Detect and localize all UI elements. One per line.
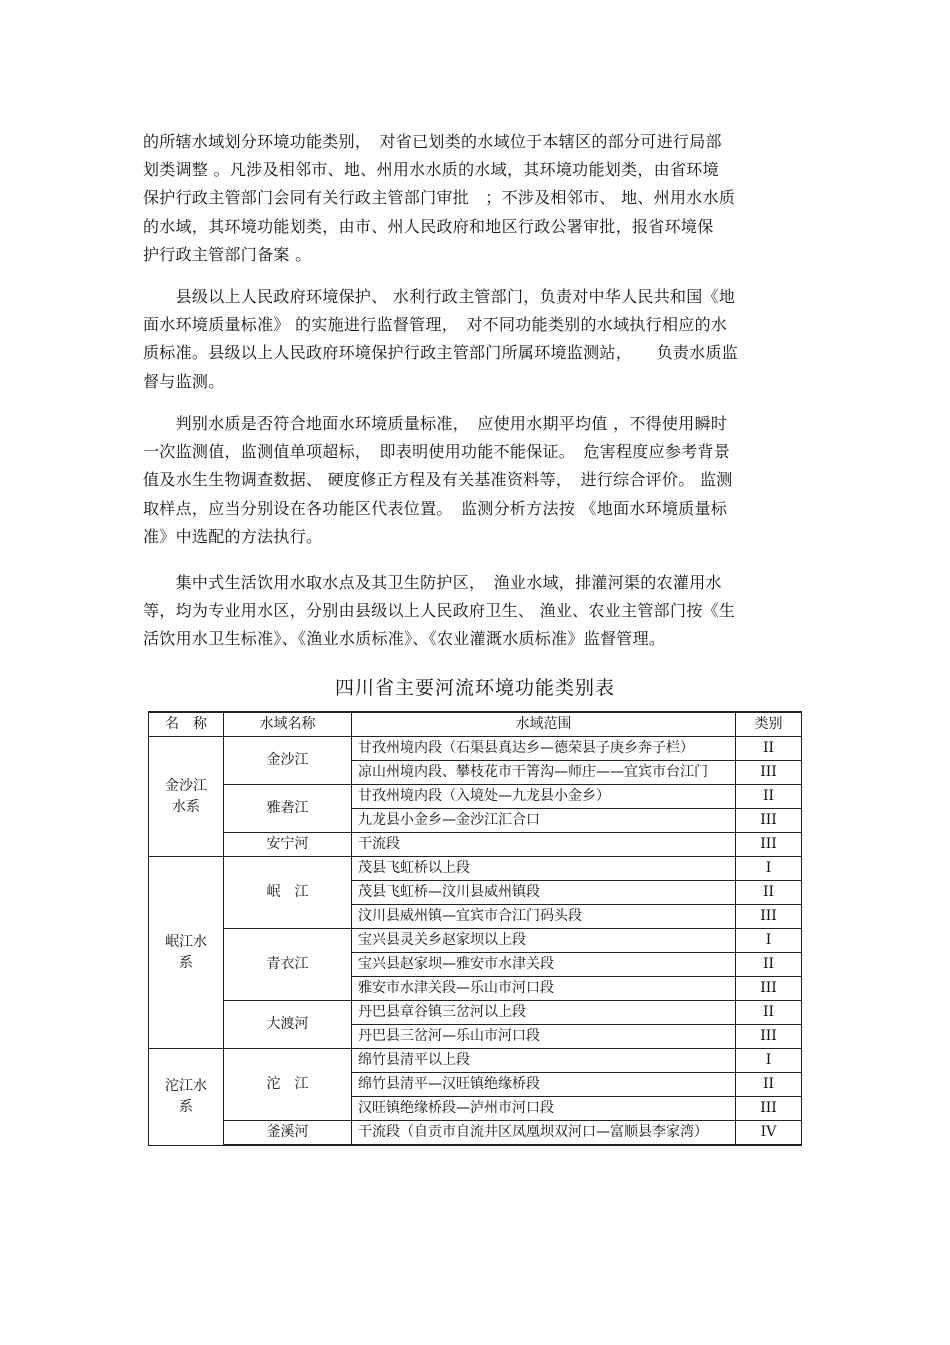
table-header-row — [149, 712, 802, 737]
paragraph-line: 等，均为专业用水区，分别由县级以上人民政府卫生、 渔业、农业主管部门按《生 — [143, 601, 736, 621]
water-range-cell: 绵竹县清平以上段 — [352, 1049, 736, 1073]
class-cell: II — [736, 1073, 802, 1097]
header-name: 名 称 — [149, 712, 224, 737]
water-range-cell: 茂县飞虹桥以上段 — [352, 857, 736, 881]
header-class: 类别 — [736, 712, 802, 737]
paragraph-line: 划类调整 。凡涉及相邻市、地、州用水水质的水域，其环境功能划类，由省环境 — [143, 160, 719, 180]
class-cell: III — [736, 833, 802, 857]
river-name-cell: 沱 江 — [224, 1049, 352, 1121]
table-row — [149, 833, 802, 857]
paragraph-line: 活饮用水卫生标准》、《渔业水质标准》、《农业灌溉水质标准》监督管理。 — [143, 629, 666, 649]
table-row — [149, 1121, 802, 1146]
paragraph-line: 护行政主管部门备案 。 — [143, 244, 312, 264]
water-range-cell: 甘孜州境内段（入境处—九龙县小金乡） — [352, 785, 736, 809]
class-cell: III — [736, 809, 802, 833]
water-range-cell: 干流段（自贡市自流井区凤凰坝双河口—富顺县李家湾） — [352, 1121, 736, 1146]
header-water-range: 水域范围 — [352, 712, 736, 737]
system-name-cell: 岷江水系 — [149, 857, 224, 1049]
paragraph-line: 面水环境质量标准》 的实施进行监督管理， 对不同功能类别的水域执行相应的水 — [143, 315, 728, 335]
paragraph-line: 的所辖水域划分环境功能类别， 对省已划类的水域位于本辖区的部分可进行局部 — [143, 132, 722, 151]
river-name-cell: 安宁河 — [224, 833, 352, 857]
system-name-cell: 金沙江水系 — [149, 737, 224, 857]
header-water-name: 水域名称 — [224, 712, 352, 737]
paragraph-line: 准》中选配的方法执行。 — [143, 526, 323, 546]
table-row — [149, 737, 802, 761]
table-row — [149, 929, 802, 953]
class-cell: I — [736, 857, 802, 881]
paragraph — [143, 128, 805, 269]
paragraph — [143, 410, 805, 551]
table-row — [149, 857, 802, 881]
paragraph-line: 一次监测值，监测值单项超标， 即表明使用功能不能保证。 危害程度应参考背景 — [143, 442, 731, 462]
class-cell: I — [736, 929, 802, 953]
class-cell: II — [736, 737, 802, 761]
paragraph-line: 值及水生生物调查数据、 硬度修正方程及有关基准资料等， 进行综合评价。 监测 — [143, 470, 733, 490]
water-range-cell: 绵竹县清平—汉旺镇绝缘桥段 — [352, 1073, 736, 1097]
class-cell: II — [736, 1001, 802, 1025]
water-range-cell: 甘孜州境内段（石渠县真达乡—德荣县子庚乡奔子栏） — [352, 737, 736, 761]
class-cell: I — [736, 1049, 802, 1073]
table-row — [149, 1049, 802, 1073]
paragraph-line: 县级以上人民政府环境保护、 水利行政主管部门，负责对中华人民共和国《地 — [143, 287, 736, 306]
water-range-cell: 九龙县小金乡—金沙江汇合口 — [352, 809, 736, 833]
class-cell: III — [736, 761, 802, 785]
river-name-cell: 金沙江 — [224, 737, 352, 785]
class-cell: II — [736, 953, 802, 977]
class-cell: III — [736, 977, 802, 1001]
class-cell: III — [736, 1025, 802, 1049]
river-name-cell: 青衣江 — [224, 929, 352, 1001]
paragraph-line: 督与监测。 — [143, 371, 225, 391]
paragraph — [143, 283, 805, 396]
table-row — [149, 785, 802, 809]
water-range-cell: 宝兴县赵家坝—雅安市水津关段 — [352, 953, 736, 977]
water-range-cell: 干流段 — [352, 833, 736, 857]
system-name-cell: 沱江水系 — [149, 1049, 224, 1146]
class-cell: III — [736, 1097, 802, 1121]
table-row — [149, 1001, 802, 1025]
paragraph-line: 判别水质是否符合地面水环境质量标准， 应使用水期平均值 ，不得使用瞬时 — [143, 414, 728, 433]
paragraph-line: 质标准。县级以上人民政府环境保护行政主管部门所属环境监测站， 负责水质监 — [143, 343, 739, 363]
class-cell: II — [736, 881, 802, 905]
river-name-cell: 大渡河 — [224, 1001, 352, 1049]
paragraph-line: 取样点，应当分别设在各功能区代表位置。 监测分析方法按 《地面水环境质量标 — [143, 498, 728, 518]
water-range-cell: 茂县飞虹桥—汶川县威州镇段 — [352, 881, 736, 905]
class-cell: II — [736, 785, 802, 809]
class-cell: IV — [736, 1121, 802, 1146]
paragraph-line: 保护行政主管部门会同有关行政主管部门审批 ；不涉及相邻市、 地、州用水水质 — [143, 188, 736, 208]
class-cell: III — [736, 905, 802, 929]
water-range-cell: 丹巴县三岔河—乐山市河口段 — [352, 1025, 736, 1049]
paragraph — [143, 569, 805, 654]
water-range-cell: 宝兴县灵关乡赵家坝以上段 — [352, 929, 736, 953]
water-range-cell: 汉旺镇绝缘桥段—泸州市河口段 — [352, 1097, 736, 1121]
water-range-cell: 汶川县威州镇—宜宾市合江门码头段 — [352, 905, 736, 929]
water-range-cell: 雅安市水津关段—乐山市河口段 — [352, 977, 736, 1001]
water-range-cell: 凉山州境内段、攀枝花市干箐沟—师庄——宜宾市台江门 — [352, 761, 736, 785]
river-name-cell: 雅砻江 — [224, 785, 352, 833]
paragraph-line: 集中式生活饮用水取水点及其卫生防护区， 渔业水域，排灌河渠的农灌用水 — [143, 573, 722, 592]
paragraph-line: 的水域，其环境功能划类，由市、州人民政府和地区行政公署审批，报省环境保 — [143, 216, 714, 236]
river-name-cell: 岷 江 — [224, 857, 352, 929]
river-function-table — [148, 711, 802, 1146]
water-range-cell: 丹巴县章谷镇三岔河以上段 — [352, 1001, 736, 1025]
river-name-cell: 釜溪河 — [224, 1121, 352, 1146]
table-title: 四川省主要河流环境功能类别表 — [334, 677, 615, 699]
